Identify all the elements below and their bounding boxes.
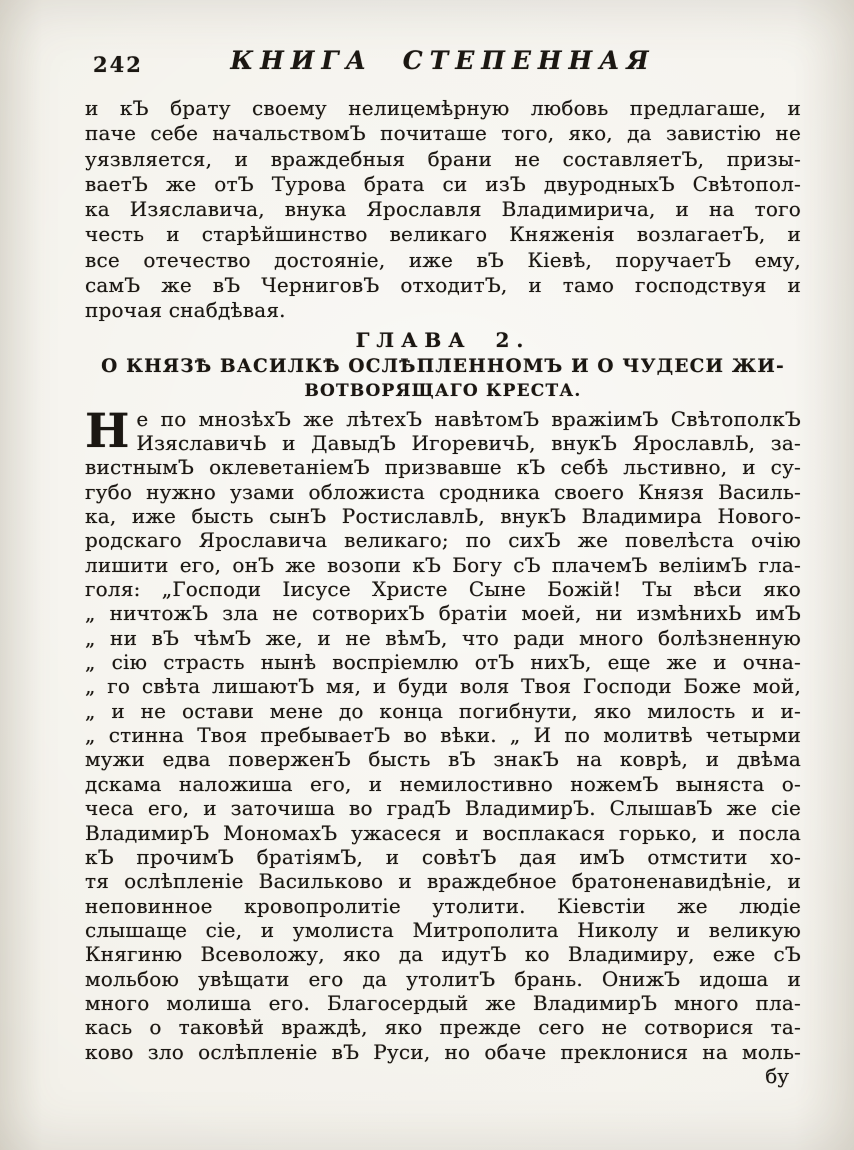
page-number: 242 — [93, 52, 143, 77]
text-line: лишити его, онЪ же возопи кЪ Богу сЪ плачемЪ веліимЪ гла- — [85, 552, 801, 577]
text-line: „ и не остави мене до конца погибнути, яко милость и и- — [85, 698, 801, 723]
chapter-subtitle-line-1: О КНЯЗѢ ВАСИЛКѢ ОСЛѢПЛЕННОМЪ И О ЧУДЕСИ ЖИ- — [101, 355, 785, 377]
text-line: ИзяславичЬ и ДавыдЪ ИгоревичЬ, внукЪ ЯрославлЬ, за- — [136, 431, 801, 456]
text-line: много молиша его. Благосердый же ВладимирЪ много пла- — [85, 990, 801, 1015]
text-line: паче себе начальствомЪ почиташе того, яко, да завистію не — [85, 121, 801, 146]
text-line: кЪ прочимЪ братіямЪ, и совѣтЪ дая имЪ отмстити хо- — [85, 844, 801, 869]
chapter-subtitle-line-2: ВОТВОРЯЩАГО КРЕСТА. — [304, 380, 582, 401]
text-line: честь и старѣйшинство великаго Княженія возлагаетЪ, и — [85, 222, 801, 247]
text-line: уязвляется, и враждебныя брани не составляетЪ, призы- — [85, 146, 801, 171]
text-line: ка, иже бысть сынЪ РостиславлЬ, внукЪ Владимира Нового- — [85, 504, 801, 529]
text-line: слышаще сіе, и умолиста Митрополита Николу и великую — [85, 917, 801, 942]
text-block — [85, 96, 801, 1088]
text-line: дскама наложиша его, и немилостивно ножемЪ выняста о- — [85, 771, 801, 796]
text-line: е по мнозѣхЪ же лѣтехЪ навѣтомЪ вражіимЪ СвѣтополкЪ — [136, 406, 801, 431]
text-line: „ сію страсть нынѣ воспріемлю отЪ нихЪ, еще же и очна- — [85, 650, 801, 675]
text-line: „ стинна Твоя пребываетЪ во вѣки. „ И по молитвѣ четырми — [85, 723, 801, 748]
text-line: тя ослѣпленіе Васильково и враждебное братоненавидѣніе, и — [85, 869, 801, 894]
text-line: чеса его, и заточиша во градЪ ВладимирЪ. СлышавЪ же сіе — [85, 796, 801, 821]
chapter-heading — [85, 327, 801, 404]
text-line: вистнымЪ оклеветаніемЪ призвавше кЪ себѣ льстивно, и су- — [85, 455, 801, 480]
text-line: мужи едва поверженЪ бысть вЪ знакЪ на коврѣ, и двѣма — [85, 747, 801, 772]
text-line: губо нужно узами обложиста сродника своего Князя Василь- — [85, 479, 801, 504]
text-line: все отечество достояніе, иже вЪ Кіевѣ, поручаетЪ ему, — [85, 247, 801, 272]
text-line: Княгиню Всеволожу, яко да идутЪ ко Владимиру, еже сЪ — [85, 942, 801, 967]
text-line: и кЪ брату своему нелицемѣрную любовь предлагаше, и — [85, 96, 801, 120]
text-line: ково зло ослѣпленіе вЪ Руси, но обаче преклонися на моль- — [85, 1039, 801, 1064]
text-line: голя: „Господи Іисусе Христе Сыне Божій! Ты вѣси яко — [85, 577, 801, 602]
text-line: „ ничтожЪ зла не сотворихЪ братіи моей, ни измѣнихЬ имЪ — [85, 601, 801, 626]
text-line: ваетЪ же отЪ Турова брата си изЪ двуродныхЪ Свѣтопол- — [85, 171, 801, 196]
page-header — [85, 46, 801, 80]
text-line: неповинное кровопролитіе утолити. Кіевстіи же людіе — [85, 893, 801, 918]
text-line: кась о таковѣй враждѣ, яко прежде сего не сотворися та- — [85, 1015, 801, 1040]
text-line: мольбою увѣщати его да утолитЪ брань. ОнижЪ идоша и — [85, 966, 801, 991]
text-line: родскаго Ярославича великаго; по сихЪ же повелѣста очію — [85, 528, 801, 553]
chapter-title: ГЛАВА 2. — [355, 327, 531, 352]
drop-cap-initial: Н — [85, 403, 130, 459]
running-title: КНИГА СТЕПЕННАЯ — [230, 46, 656, 75]
paragraph-1 — [85, 96, 801, 324]
text-line: самЪ же вЪ ЧерниговЪ отходитЪ, и тамо господствуя и — [85, 273, 801, 298]
catchword: бу — [765, 1063, 789, 1088]
text-line: ВладимирЪ МономахЪ ужасеся и восплакася горько, и посла — [85, 820, 801, 845]
text-line: прочая снабдѣвая. — [85, 298, 286, 323]
text-line: „ го свѣта лишаютЪ мя, и буди воля Твоя Господи Боже мой, — [85, 674, 801, 699]
text-line: „ ни вЪ чѣмЪ же, и не вѣмЪ, что ради много болѣзненную — [85, 625, 801, 650]
paragraph-2 — [85, 403, 801, 1064]
text-line: ка Изяславича, внука Ярославля Владимирича, и на того — [85, 197, 801, 222]
